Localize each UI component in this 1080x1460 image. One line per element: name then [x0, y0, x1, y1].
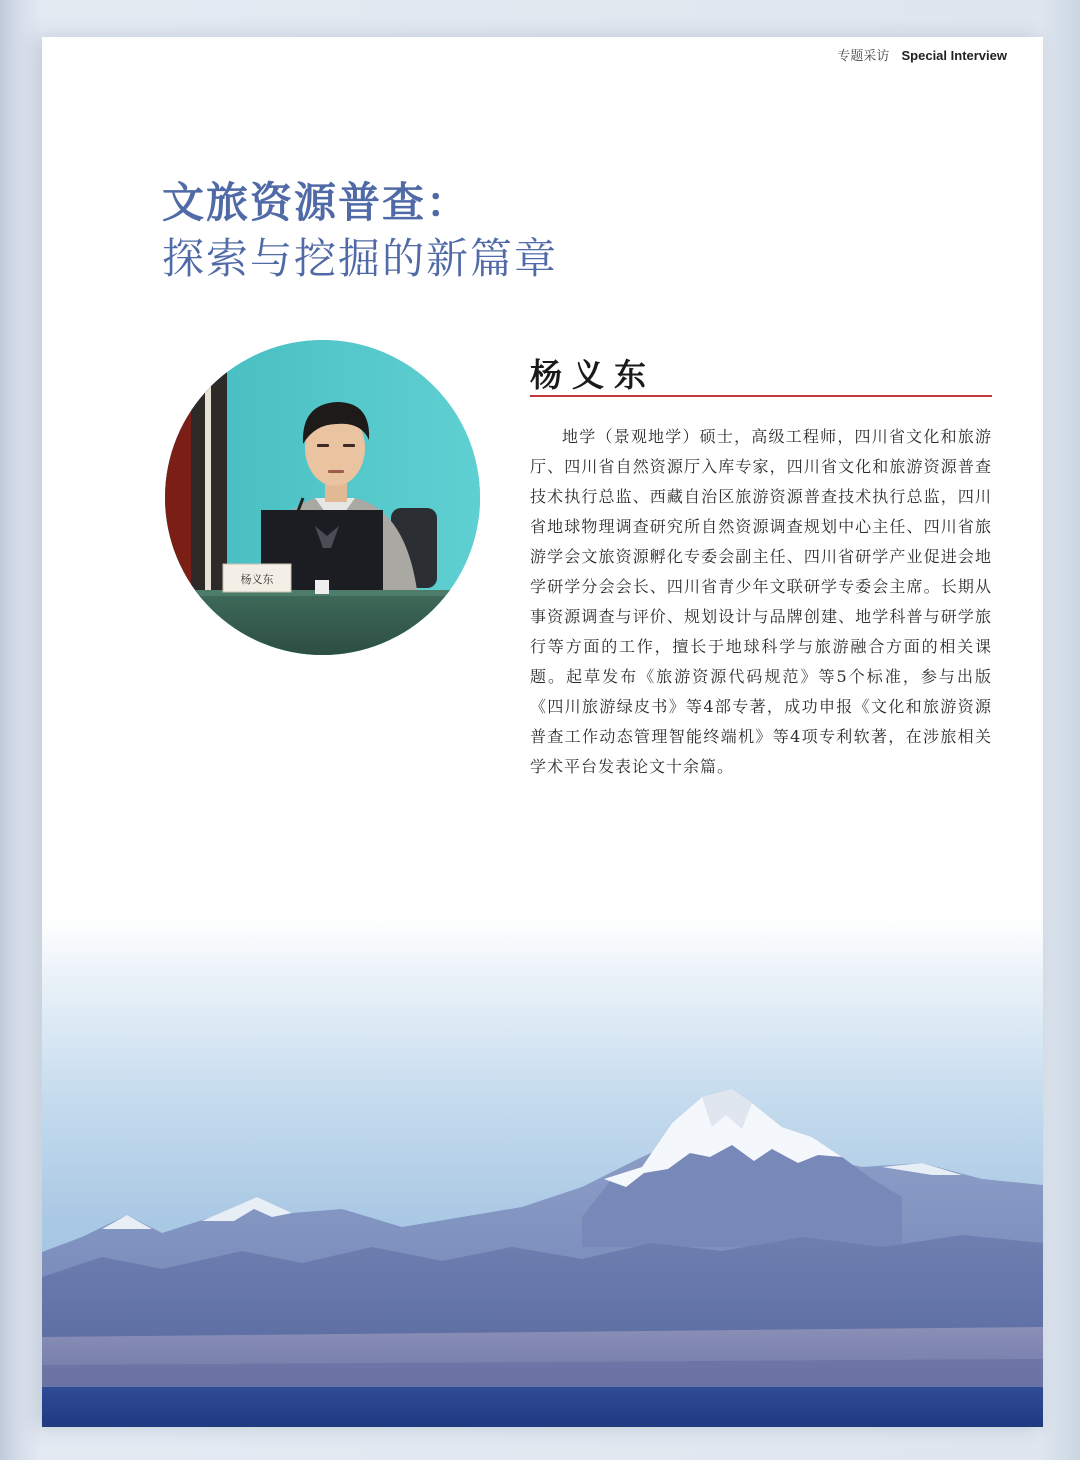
portrait-photo	[165, 340, 480, 655]
section-label-cn: 专题采访	[837, 49, 890, 64]
name-divider	[530, 395, 992, 397]
article-title-line1: 文旅资源普查：	[162, 178, 471, 227]
mountain-lake-photo	[42, 917, 1043, 1427]
magazine-page	[42, 37, 1043, 1427]
profile-name: 杨义东	[530, 356, 657, 394]
section-label-en: Special Interview	[901, 48, 1007, 63]
nameplate-text: 杨义东	[240, 573, 274, 586]
speaker-illustration	[165, 340, 480, 655]
article-title-line2: 探索与挖掘的新篇章	[162, 234, 559, 283]
profile-bio: 地学（景观地学）硕士，高级工程师，四川省文化和旅游厅、四川省自然资源厅入库专家，四川省文化和旅游资源普查技术执行总监、西藏自治区旅游资源普查技术执行总监，四川省地球物理调查研究所自然资源调查规划中心主任、四川省旅游学会文旅资源孵化专委会副主任、四川省研学产业促进会地学研学分会会长、四川省青少年文联研学专委会主席。长期从事资源调查与评价、规划设计与品牌创建、地学科普与研学旅行等方面的工作，擅长于地球科学与旅游融合方面的相关课题。起草发布《旅游资源代码规范》等5个标准，参与出版《四川旅游绿皮书》等4部专著，成功申报《文化和旅游资源普查工作动态管理智能终端机》等4项专利软著，在涉旅相关学术平台发表论文十余篇。	[530, 427, 992, 776]
section-header	[837, 45, 1007, 64]
article-title	[162, 177, 558, 285]
